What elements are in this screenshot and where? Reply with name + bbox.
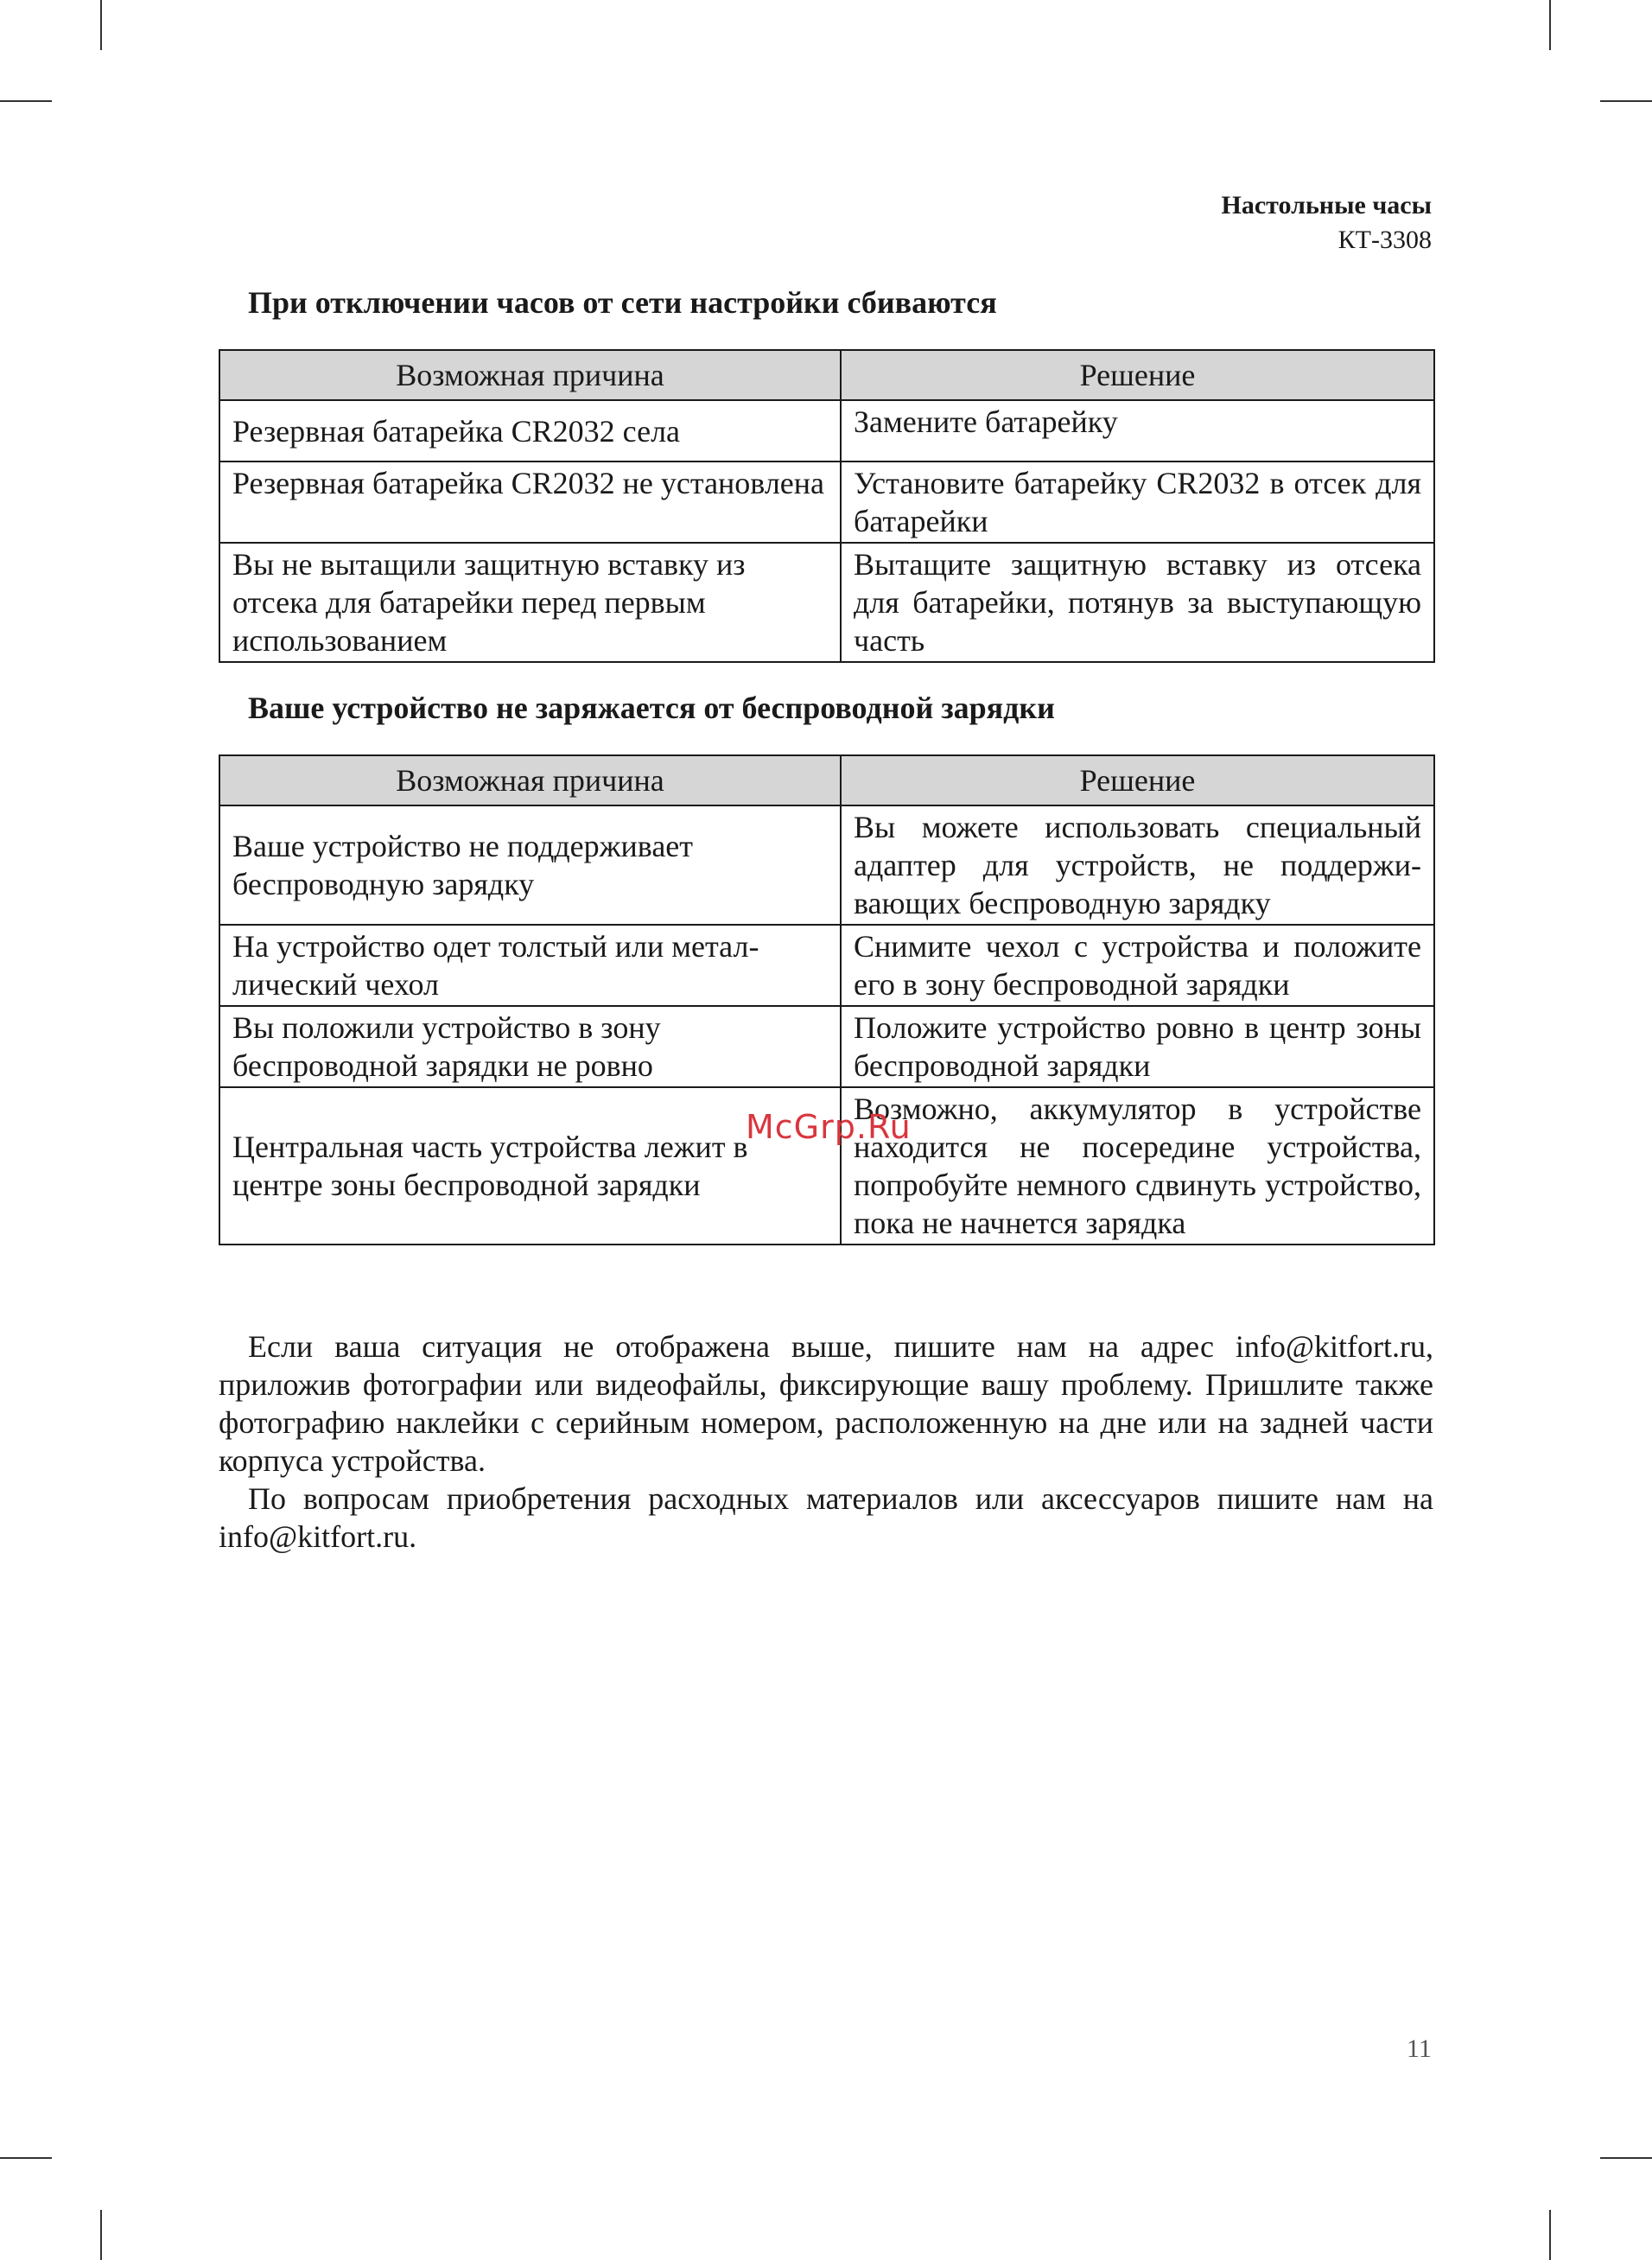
cause-cell: Центральная часть устройства лежит в центре зоны беспроводной зарядки: [219, 1087, 841, 1245]
running-header: [1222, 188, 1432, 258]
table-header-row: [219, 350, 1434, 400]
crop-mark: [1549, 0, 1551, 50]
solution-cell: Снимите чехол с устройства и положите его в зону беспроводной зарядки: [841, 925, 1434, 1006]
table-row: [219, 543, 1434, 662]
crop-mark: [0, 100, 52, 102]
cause-cell: Вы не вытащили защитную вставку из отсека для батарейки перед первым использованием: [219, 543, 841, 662]
section-settings-reset: [219, 283, 1433, 663]
table-row: [219, 925, 1434, 1006]
column-header-cause: Возможная причина: [219, 350, 841, 400]
contact-paragraph: Если ваша ситуация не отображена выше, пишите нам на адрес info@kitfort.ru, приложив фотографии или видеофайлы, фиксирующие вашу проблему. Пришлите также фотографию наклейки с серийным номером, расположенную на дне или на задней части корпуса устройства.: [219, 1329, 1433, 1478]
solution-cell: Возможно, аккумулятор в устройстве находится не посередине устройства, попробуйте немного сдвинуть устройство, пока не начнется зарядка: [841, 1087, 1434, 1245]
crop-mark: [0, 2157, 52, 2159]
section-title: Ваше устройство не заряжается от беспроводной зарядки: [248, 691, 1055, 725]
solution-cell: Вытащите защитную вставку из отсека для батарейки, потянув за выступающую часть: [841, 543, 1434, 662]
table-row: [219, 805, 1434, 925]
crop-mark: [100, 0, 102, 50]
section-title: При отключении часов от сети настройки сбиваются: [248, 285, 997, 320]
section-wireless-charging: [219, 689, 1433, 1245]
troubleshooting-table: [219, 754, 1435, 1245]
solution-cell: Вы можете использовать специальный адаптер для устройств, не поддерживающих беспроводную зарядку: [841, 805, 1434, 925]
crop-mark: [1549, 2210, 1551, 2260]
product-model: КТ-3308: [1337, 226, 1432, 254]
crop-mark: [1600, 2157, 1652, 2159]
cause-cell: Вы положили устройство в зону беспроводной зарядки не ровно: [219, 1006, 841, 1087]
table-row: [219, 1006, 1434, 1087]
column-header-solution: Решение: [841, 350, 1434, 400]
solution-cell: Установите батарейку CR2032 в отсек для батарейки: [841, 462, 1434, 543]
contact-text: [219, 1327, 1433, 1556]
table-row: [219, 400, 1434, 462]
cause-cell: Резервная батарейка CR2032 села: [219, 400, 841, 462]
table-header-row: [219, 755, 1434, 805]
solution-cell: Замените батарейку: [841, 400, 1434, 462]
column-header-cause: Возможная причина: [219, 755, 841, 805]
cause-cell: Резервная батарейка CR2032 не установлена: [219, 462, 841, 543]
page-number: 11: [1407, 2034, 1432, 2063]
product-title: Настольные часы: [1221, 191, 1432, 220]
crop-mark: [100, 2210, 102, 2260]
table-row: [219, 462, 1434, 543]
accessories-paragraph: По вопросам приобретения расходных материалов или аксессуаров пишите нам на info@kitfort.ru.: [219, 1481, 1433, 1554]
cause-cell: На устройство одет толстый или металлический чехол: [219, 925, 841, 1006]
troubleshooting-table: [219, 349, 1435, 663]
watermark: McGrp.Ru: [746, 1108, 912, 1146]
cause-cell: Ваше устройство не поддерживает беспроводную зарядку: [219, 805, 841, 925]
crop-mark: [1600, 100, 1652, 102]
column-header-solution: Решение: [841, 755, 1434, 805]
solution-cell: Положите устройство ровно в центр зоны беспроводной зарядки: [841, 1006, 1434, 1087]
